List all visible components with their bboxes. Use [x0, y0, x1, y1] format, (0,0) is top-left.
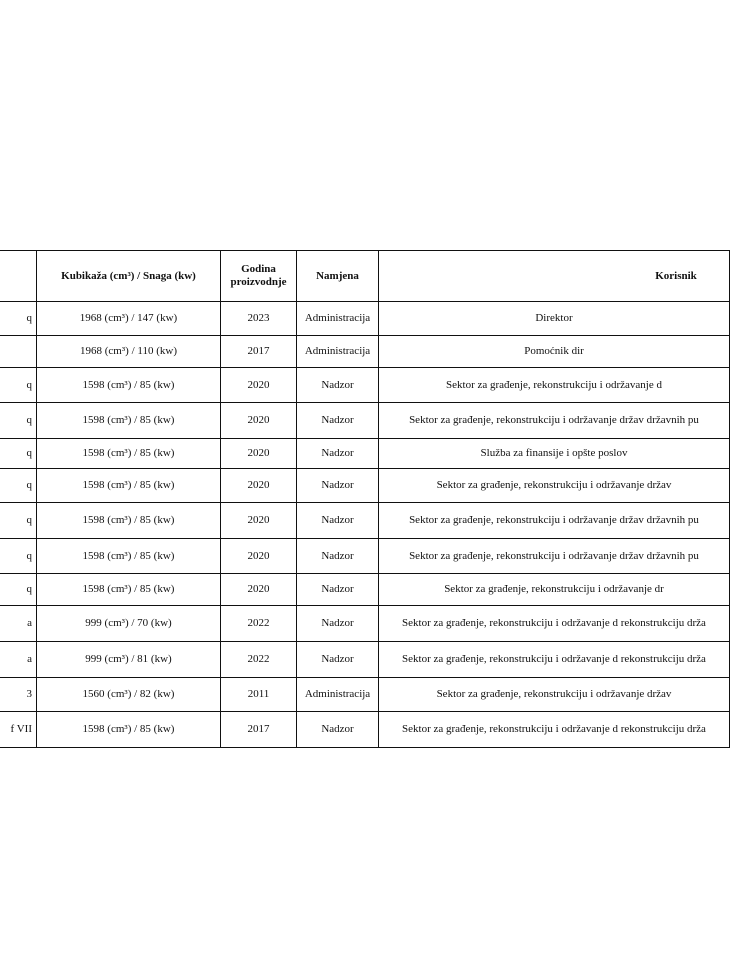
- cell-engine: 1598 (cm³) / 85 (kw): [37, 403, 221, 439]
- table-row: [0, 712, 730, 748]
- table-row: [0, 678, 730, 712]
- cell-year: 2023: [221, 302, 297, 336]
- cell-purpose: Nadzor: [297, 539, 379, 574]
- cell-engine: 1598 (cm³) / 85 (kw): [37, 368, 221, 403]
- cell-engine: 1598 (cm³) / 85 (kw): [37, 539, 221, 574]
- cell-year: 2011: [221, 678, 297, 712]
- header-model: [0, 251, 37, 302]
- table-row: [0, 574, 730, 606]
- cell-year: 2020: [221, 503, 297, 539]
- table-row: [0, 368, 730, 403]
- cell-year: 2020: [221, 368, 297, 403]
- table-row: [0, 642, 730, 678]
- cell-user: Sektor za građenje, rekonstrukciju i održavanje držav: [379, 678, 730, 712]
- cell-purpose: Nadzor: [297, 574, 379, 606]
- cell-user: Služba za finansije i opšte poslov: [379, 439, 730, 469]
- cell-purpose: Administracija: [297, 302, 379, 336]
- cell-model: q: [0, 439, 37, 469]
- cell-engine: 1968 (cm³) / 147 (kw): [37, 302, 221, 336]
- header-year-line1: Godina: [241, 263, 276, 275]
- cell-year: 2022: [221, 642, 297, 678]
- cell-model: a: [0, 642, 37, 678]
- cell-purpose: Administracija: [297, 336, 379, 368]
- cell-model: f VII: [0, 712, 37, 748]
- cell-user: Direktor: [379, 302, 730, 336]
- header-user-label: Korisnik: [655, 269, 697, 282]
- cell-purpose: Nadzor: [297, 642, 379, 678]
- header-engine: Kubikaža (cm³) / Snaga (kw): [37, 251, 221, 302]
- cell-user: Sektor za građenje, rekonstrukciju i održavanje d rekonstrukciju drža: [379, 606, 730, 642]
- table-header-row: [0, 251, 730, 302]
- table-row: [0, 606, 730, 642]
- table-row: [0, 439, 730, 469]
- cell-user: Sektor za građenje, rekonstrukciju i održavanje držav državnih pu: [379, 503, 730, 539]
- cell-user: Sektor za građenje, rekonstrukciju i održavanje d rekonstrukciju drža: [379, 642, 730, 678]
- cell-model: q: [0, 302, 37, 336]
- cell-engine: 999 (cm³) / 81 (kw): [37, 642, 221, 678]
- cell-model: q: [0, 539, 37, 574]
- cell-user: Pomoćnik dir: [379, 336, 730, 368]
- table-row: [0, 539, 730, 574]
- cell-engine: 1598 (cm³) / 85 (kw): [37, 503, 221, 539]
- cell-year: 2020: [221, 574, 297, 606]
- cell-model: q: [0, 469, 37, 503]
- cell-engine: 1598 (cm³) / 85 (kw): [37, 439, 221, 469]
- cell-year: 2020: [221, 539, 297, 574]
- cell-purpose: Nadzor: [297, 606, 379, 642]
- cell-model: q: [0, 368, 37, 403]
- table-row: [0, 336, 730, 368]
- cell-year: 2020: [221, 439, 297, 469]
- cell-engine: 1598 (cm³) / 85 (kw): [37, 574, 221, 606]
- vehicle-table: [0, 250, 730, 748]
- cell-user: Sektor za građenje, rekonstrukciju i održavanje d rekonstrukciju drža: [379, 712, 730, 748]
- cell-user: Sektor za građenje, rekonstrukciju i održavanje držav državnih pu: [379, 403, 730, 439]
- cell-year: 2020: [221, 469, 297, 503]
- table-row: [0, 302, 730, 336]
- cell-purpose: Nadzor: [297, 403, 379, 439]
- cell-model: a: [0, 606, 37, 642]
- header-purpose: Namjena: [297, 251, 379, 302]
- cell-engine: 1598 (cm³) / 85 (kw): [37, 712, 221, 748]
- cell-user: Sektor za građenje, rekonstrukciju i održavanje držav: [379, 469, 730, 503]
- header-year: [221, 251, 297, 302]
- cell-model: q: [0, 503, 37, 539]
- table-row: [0, 503, 730, 539]
- cell-purpose: Nadzor: [297, 469, 379, 503]
- cell-engine: 999 (cm³) / 70 (kw): [37, 606, 221, 642]
- header-user: [379, 251, 730, 302]
- header-year-line2: proizvodnje: [230, 276, 287, 288]
- cell-engine: 1598 (cm³) / 85 (kw): [37, 469, 221, 503]
- cell-purpose: Nadzor: [297, 503, 379, 539]
- cell-purpose: Administracija: [297, 678, 379, 712]
- cell-year: 2017: [221, 336, 297, 368]
- cell-purpose: Nadzor: [297, 712, 379, 748]
- cell-model: q: [0, 574, 37, 606]
- cell-purpose: Nadzor: [297, 368, 379, 403]
- cell-model: q: [0, 403, 37, 439]
- cell-model: [0, 336, 37, 368]
- table-row: [0, 403, 730, 439]
- cell-year: 2020: [221, 403, 297, 439]
- cell-purpose: Nadzor: [297, 439, 379, 469]
- cell-engine: 1560 (cm³) / 82 (kw): [37, 678, 221, 712]
- cell-user: Sektor za građenje, rekonstrukciju i održavanje dr: [379, 574, 730, 606]
- cell-year: 2022: [221, 606, 297, 642]
- cell-year: 2017: [221, 712, 297, 748]
- cell-user: Sektor za građenje, rekonstrukciju i održavanje držav državnih pu: [379, 539, 730, 574]
- cell-model: 3: [0, 678, 37, 712]
- table-row: [0, 469, 730, 503]
- cell-engine: 1968 (cm³) / 110 (kw): [37, 336, 221, 368]
- cell-user: Sektor za građenje, rekonstrukciju i održavanje d: [379, 368, 730, 403]
